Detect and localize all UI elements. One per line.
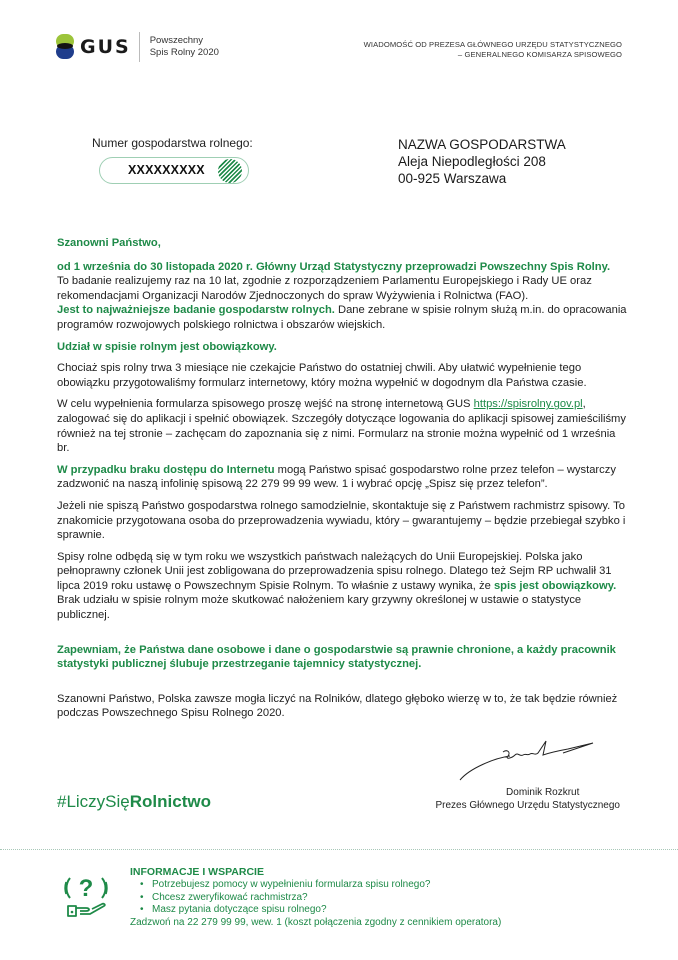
signer-title: Prezes Głównego Urzędu Statystycznego (435, 800, 620, 811)
farm-number-label: Numer gospodarstwa rolnego: (92, 136, 253, 150)
mandatory-heading: Udział w spisie rolnym jest obowiązkowy. (57, 340, 277, 353)
logo-text: GUS (80, 36, 131, 58)
data-protection-statement: Zapewniam, że Państwa dane osobowe i dane o gospodarstwie są prawnie chronione, a każdy pracownik statystyki publicznej ślubuje przestrzeganie tajemnicy statystycznej. (57, 643, 616, 671)
importance-text: Dane zebrane w spisie rolnym służą m.in. do opracowania programów rozwojowych polskiego rolnictwa i obszarów wiejskich. (57, 304, 627, 331)
support-info (130, 866, 501, 930)
website-text-before: W celu wypełnienia formularza spisowego proszę wejść na stronę internetową GUS (57, 398, 474, 411)
logo-subtitle-line2: Spis Rolny 2020 (149, 47, 219, 58)
farm-number-field (99, 157, 249, 184)
logo-subtitle (150, 35, 219, 59)
footer-divider (0, 849, 678, 850)
letter-body (57, 236, 627, 728)
importance-highlight: Jest to najważniejsze badanie gospodarstw rolnych. (57, 304, 335, 317)
gus-logo (56, 32, 219, 62)
online-form-paragraph: Chociaż spis rolny trwa 3 miesiące nie czekajcie Państwo do ostatniej chwili. Aby ułatwić wypełnienie tego obowiązku przygotowaliśmy formularz internetowy, który można wypełnić w dogodnym dla Państwa czasie. (57, 362, 587, 389)
support-title: INFORMACJE I WSPARCIE (130, 866, 264, 878)
salutation: Szanowni Państwo, (57, 237, 161, 249)
svg-text:?: ? (78, 875, 94, 902)
signer-block (435, 786, 620, 812)
phone-text: mogą Państwo spisać gospodarstwo rolne przez telefon – wystarczy zadzwonić na naszą infolinię spisową 22 279 99 99 wew. 1 i wybrać opcję „Spisz się przez telefon”. (57, 463, 616, 491)
eu-text-after: Brak udziału w spisie rolnym może skutkować nałożeniem kary grzywny określonej w ustawie o statystyce publicznej. (57, 594, 582, 622)
address-street: Aleja Niepodległości 208 (398, 154, 546, 169)
hashtag-bold: Rolnictwo (129, 792, 211, 811)
intro-paragraph (57, 260, 627, 333)
mandatory-highlight: spis jest obowiązkowy. (493, 579, 617, 592)
eu-text-before: Spisy rolne odbędą się w tym roku we wszystkich państwach należących do Unii Europejskiej. Polska jako pełnoprawny członek Unii jest zobligowana do przeprowadzenia spisu rolnego. Dlatego też Sejm RP uchwalił 31 lipca 2019 roku ustawę o Powszechnym Spisie Rolnym. To właśnie z ustawy wynika, że (57, 550, 612, 592)
eu-paragraph (57, 550, 627, 623)
hatched-circle-icon (218, 159, 242, 183)
address-city: 00-925 Warszawa (398, 171, 507, 186)
header-message-line2: – GENERALNEGO KOMISARZA SPISOWEGO (457, 50, 622, 59)
website-text-after: , zalogować się do aplikacji i spełnić obowiązek. Szczegóły dotyczące logowania do aplikacji spisowej zamieściliśmy również na tej stronie – zachęcam do zapoznania się z nimi. Formularz na stronie można wypełnić od 1 września br. (57, 398, 626, 455)
header-message-line1: WIADOMOŚĆ OD PREZESA GŁÓWNEGO URZĘDU STATYSTYCZNEGO (363, 40, 622, 49)
signer-name: Dominik Rozkrut (506, 787, 580, 798)
address-name: NAZWA GOSPODARSTWA (398, 137, 566, 152)
logo-divider (139, 32, 140, 62)
farm-number-value: XXXXXXXXX (128, 163, 205, 177)
enumerator-paragraph: Jeżeli nie spiszą Państwo gospodarstwa rolnego samodzielnie, skontaktuje się z Państwem rachmistrz spisowy. To znakomicie przygotowana osoba do przeprowadzenia wywiadu, który – gwarantujemy – będzie przebiegał szybko i sprawnie. (57, 499, 626, 542)
signature-icon (455, 738, 605, 788)
phone-highlight: W przypadku braku dostępu do Internetu (57, 463, 275, 476)
logo-subtitle-line1: Powszechny (149, 35, 204, 46)
gus-logo-mark-icon (56, 34, 76, 60)
support-item: • Potrzebujesz pomocy w wypełnieniu formularza spisu rolnego? (140, 879, 501, 892)
help-hand-question-icon (62, 870, 110, 920)
website-paragraph (57, 397, 627, 455)
support-item: • Chcesz zweryfikować rachmistrza? (140, 892, 501, 905)
closing-paragraph: Szanowni Państwo, Polska zawsze mogła liczyć na Rolników, dlatego głęboko wierzę w to, że tak będzie również podczas Powszechnego Spisu Rolnego 2020. (57, 692, 618, 720)
header-message (364, 40, 622, 60)
intro-text: To badanie realizujemy raz na 10 lat, zgodnie z rozporządzeniem Parlamentu Europejskiego i Rady UE oraz rekomendacjami Organizacji Narodów Zjednoczonych do spraw Wyżywienia i Rolnictwa (FAO). (57, 275, 592, 302)
support-list (130, 879, 501, 917)
support-call: Zadzwoń na 22 279 99 99, wew. 1 (koszt połączenia zgodny z cennikiem operatora) (130, 917, 502, 929)
recipient-address (398, 136, 566, 187)
hashtag-regular: #LiczySię (57, 792, 130, 811)
campaign-hashtag (57, 792, 211, 812)
spisrolny-link[interactable]: https://spisrolny.gov.pl (473, 398, 583, 411)
support-item: • Masz pytania dotyczące spisu rolnego? (140, 904, 501, 917)
phone-paragraph (57, 463, 627, 492)
intro-highlight: od 1 września do 30 listopada 2020 r. Główny Urząd Statystyczny przeprowadzi Powszechny Spis Rolny. (57, 260, 611, 273)
